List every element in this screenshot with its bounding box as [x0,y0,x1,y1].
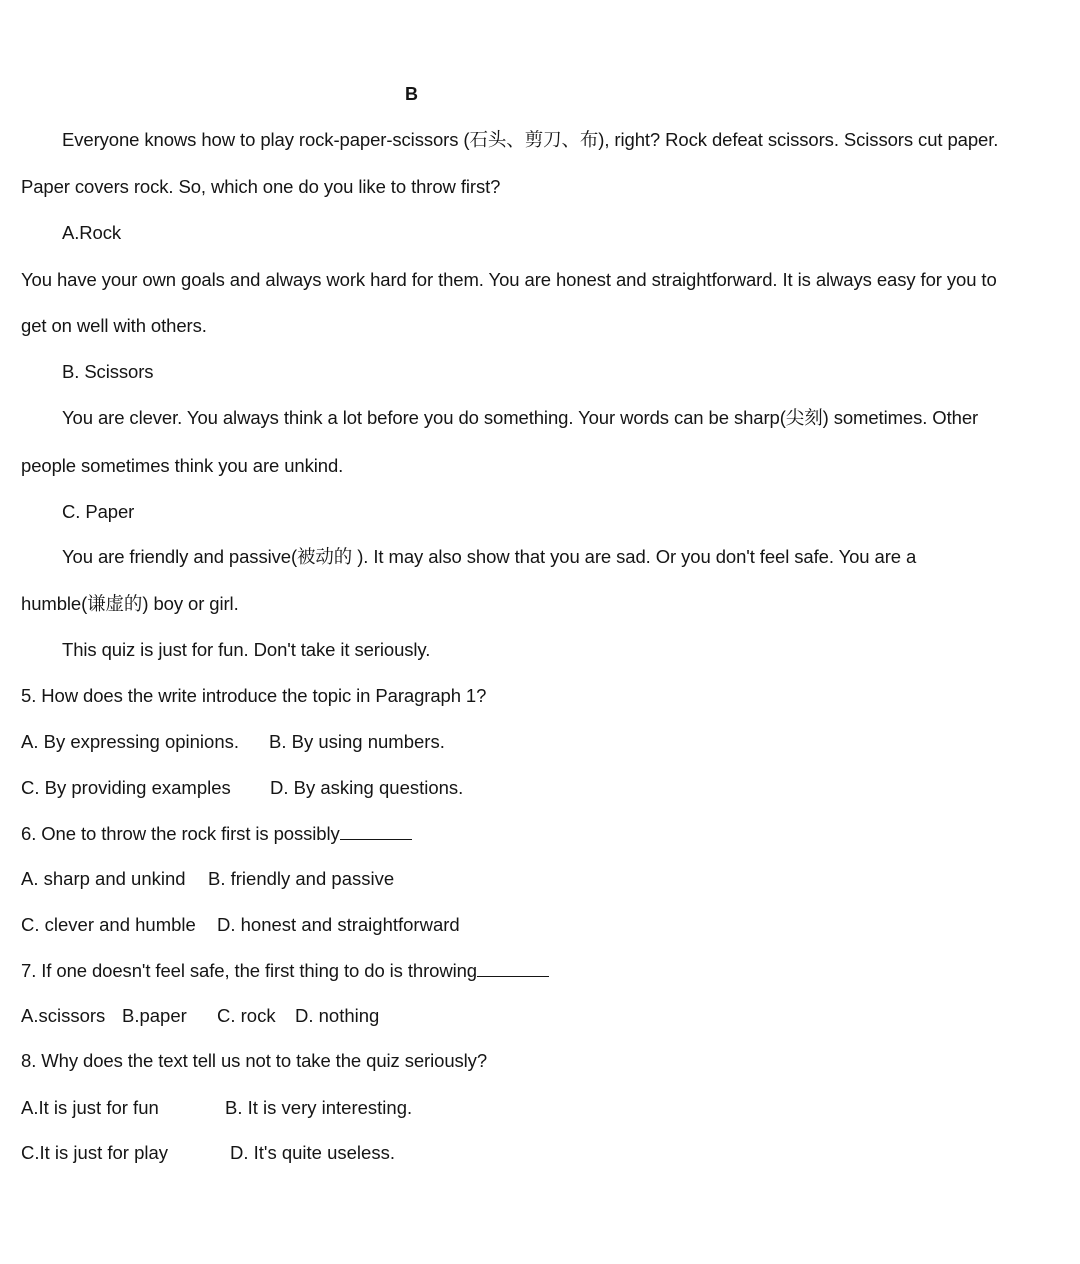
section-label: B [405,84,418,104]
question-7 [21,959,549,983]
question-8-option-c: C.It is just for play [21,1142,169,1163]
question-6-option-c: C. clever and humble [21,914,196,935]
question-5-option-b: B. By using numbers. [269,731,445,752]
question-5-option-d: D. By asking questions. [270,777,464,798]
question-5-option-c: C. By providing examples [21,777,231,798]
passage-intro-line-2: Paper covers rock. So, which one do you like to throw first? [21,176,501,197]
question-7-option-d: D. nothing [295,1005,380,1026]
question-8-option-d: D. It's quite useless. [230,1142,395,1163]
option-b-heading: B. Scissors [62,361,154,382]
question-8-option-a: A.It is just for fun [21,1097,159,1118]
question-8-stem: 8. Why does the text tell us not to take the quiz seriously? [21,1050,488,1071]
option-c-heading: C. Paper [62,501,135,522]
option-b-text-line-2: people sometimes think you are unkind. [21,455,344,476]
question-6-option-a: A. sharp and unkind [21,868,186,889]
option-a-heading: A.Rock [62,222,122,243]
passage-intro-line-1: Everyone knows how to play rock-paper-scissors (石头、剪刀、布), right? Rock defeat scissors. Scissors cut paper. [62,129,999,150]
question-7-stem: 7. If one doesn't feel safe, the first thing to do is throwing [21,960,477,981]
answer-blank [340,823,412,840]
question-6-option-b: B. friendly and passive [208,868,395,889]
option-c-text-line-2: humble(谦虚的) boy or girl. [21,593,239,614]
closing-note: This quiz is just for fun. Don't take it seriously. [62,639,431,660]
question-5-option-a: A. By expressing opinions. [21,731,240,752]
option-a-text-line-1: You have your own goals and always work hard for them. You are honest and straightforward. It is always easy for you to [21,269,997,290]
question-7-option-b: B.paper [122,1005,187,1026]
question-8-option-b: B. It is very interesting. [225,1097,413,1118]
question-7-option-c: C. rock [217,1005,276,1026]
question-6 [21,822,412,846]
answer-blank [477,960,549,977]
option-a-text-line-2: get on well with others. [21,315,207,336]
question-7-option-a: A.scissors [21,1005,106,1026]
option-c-text-line-1: You are friendly and passive(被动的 ). It may also show that you are sad. Or you don't feel safe. You are a [62,546,917,567]
question-5-stem: 5. How does the write introduce the topic in Paragraph 1? [21,685,487,706]
option-b-text-line-1: You are clever. You always think a lot before you do something. Your words can be sharp(尖刻) sometimes. Other [62,407,979,428]
question-6-option-d: D. honest and straightforward [217,914,460,935]
question-6-stem: 6. One to throw the rock first is possibly [21,823,340,844]
